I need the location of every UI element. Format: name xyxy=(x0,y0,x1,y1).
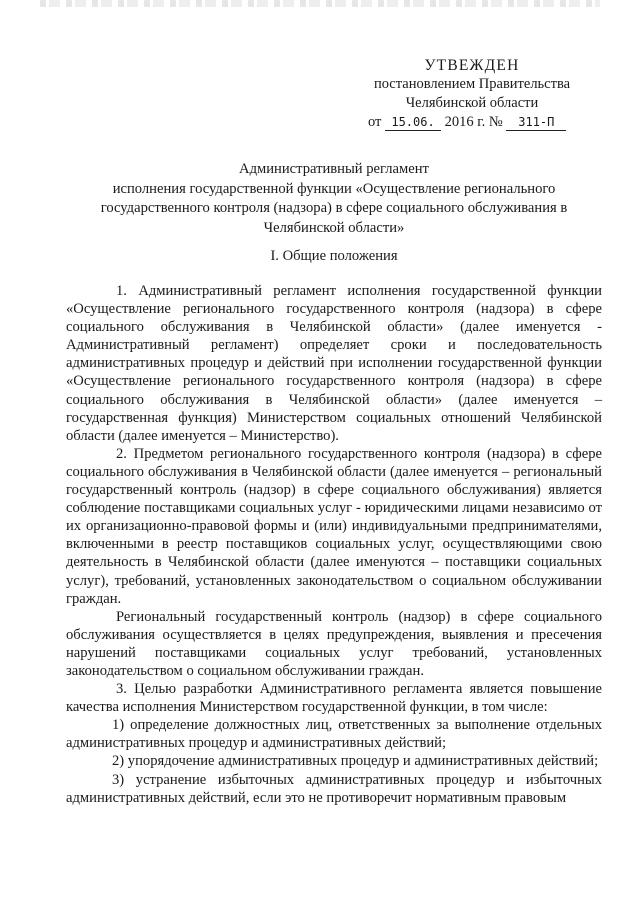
approval-line-2: Челябинской области xyxy=(405,95,539,111)
document-body xyxy=(66,282,602,807)
regulation-title-line-3: государственного контроля (надзора) в сфере социального обслуживания в xyxy=(100,200,568,216)
scan-artifact xyxy=(40,0,600,7)
paragraph-2-continued: Региональный государственный контроль (надзор) в сфере социального обслуживания осуществляется в целях предупреждения, выявления и пресечения нарушений поставщиками социальных услуг требований, установленных законодательством о социальном обслуживании граждан. xyxy=(66,608,602,679)
paragraph-1: 1. Административный регламент исполнения государственной функции «Осуществление регионального государственного контроля (надзора) в сфере социального обслуживания в Челябинской области» (далее именуется - Административный регламент) определяет сроки и последовательность административных процедур и действий при исполнении государственной функции «Осуществление регионального государственного контроля (надзора) в сфере социального обслуживания в Челябинской области» (далее именуется – государственная функция) Министерством социальных отношений Челябинской области (далее именуется – Министерство). xyxy=(66,283,602,444)
date-prefix: от xyxy=(368,114,382,130)
paragraph-3: 3. Целью разработки Административного регламента является повышение качества исполнения Министерством государственной функции, в том числе: xyxy=(66,681,602,716)
handwritten-number: 311-П xyxy=(506,115,566,131)
handwritten-date: 15.06. xyxy=(385,115,441,131)
regulation-title-line-2: исполнения государственной функции «Осуществление регионального xyxy=(112,180,556,197)
section-heading: I. Общие положения xyxy=(270,248,398,264)
regulation-title-line-4: Челябинской области» xyxy=(263,219,405,236)
regulation-title-line-1: Административный регламент xyxy=(239,161,429,177)
regulation-title xyxy=(84,160,584,238)
approval-line-1: постановлением Правительства xyxy=(373,76,571,92)
year-number-label: 2016 г. № xyxy=(444,114,503,130)
subitem-3: 3) устранение избыточных административных процедур и избыточных административных действий, если это не противоречит нормативным правовым xyxy=(66,771,602,806)
approval-stamp-block xyxy=(352,56,592,132)
approval-title: УТВЕЖДЕН xyxy=(424,57,520,74)
approval-date-line xyxy=(352,113,592,132)
paragraph-2: 2. Предметом регионального государственного контроля (надзора) в сфере социального обслуживания в Челябинской области (далее именуется – региональный государственный контроль (надзор) в сфере социального обслуживания) является соблюдение поставщиками социальных услуг - юридическими лицами независимо от их организационно-правовой формы и (или) индивидуальными предпринимателями, включенными в реестр поставщиков социальных услуг, осуществляющими свою деятельность в Челябинской области (далее именуются – поставщики социальных услуг), требований, установленных законодательством о социальном обслуживании граждан. xyxy=(66,445,602,607)
subitem-2: 2) упорядочение административных процедур и административных действий; xyxy=(112,753,599,770)
subitem-1: 1) определение должностных лиц, ответственных за выполнение отдельных административных процедур и административных действий; xyxy=(66,717,602,752)
